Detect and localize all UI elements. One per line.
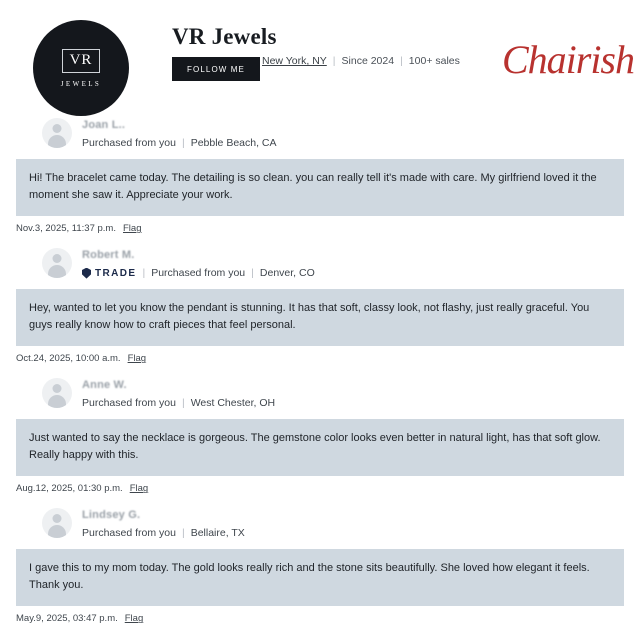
- review-item: [16, 118, 624, 234]
- page-title: VR Jewels: [172, 24, 277, 49]
- reviews-list: [0, 118, 640, 624]
- reviewer-meta: [82, 527, 245, 539]
- flag-link[interactable]: Flag: [124, 613, 144, 625]
- reviewer-info: [82, 508, 245, 539]
- review-date: Oct.24, 2025, 10:00 a.m.: [16, 353, 121, 365]
- shop-logo-initials: VR: [62, 49, 101, 73]
- reviewer-info: [82, 248, 315, 279]
- reviewer-name: Robert M.: [82, 249, 135, 262]
- review-date: May.9, 2025, 03:47 p.m.: [16, 613, 118, 625]
- review-footer: [16, 223, 624, 234]
- reviewer-name: Anne W.: [82, 379, 127, 392]
- reviewer-info: [82, 378, 275, 409]
- meta-separator-2: |: [400, 55, 403, 67]
- avatar: [42, 378, 72, 408]
- reviewer-location: Pebble Beach, CA: [190, 137, 277, 149]
- reviewer-row: [16, 508, 624, 539]
- trade-badge: [82, 268, 136, 279]
- flag-link[interactable]: Flag: [123, 223, 142, 235]
- review-text: Hi! The bracelet came today. The detailing is so clean. you can really tell it's made with care. My girlfriend loved it the moment she saw it. Appreciate your work.: [16, 159, 624, 216]
- review-item: [16, 508, 624, 624]
- reviewer-location: West Chester, OH: [190, 397, 276, 410]
- reviewer-meta: [82, 267, 315, 279]
- review-footer: [16, 353, 624, 364]
- shop-since: Since 2024: [341, 55, 395, 67]
- avatar: [42, 248, 72, 278]
- shop-header: [0, 0, 640, 118]
- review-footer: [16, 613, 624, 624]
- reviewer-location: Bellaire, TX: [190, 527, 245, 540]
- avatar: [42, 508, 72, 538]
- review-date: Nov.3, 2025, 11:37 p.m.: [16, 223, 116, 235]
- shop-meta: [262, 55, 460, 67]
- review-text: Hey, wanted to let you know the pendant is stunning. It has that soft, classy look, not flashy, just really graceful. You guys really know how to craft pieces that feel personal.: [16, 289, 624, 346]
- reviewer-name: Joan L..: [82, 119, 126, 131]
- reviewer-info: [82, 118, 277, 149]
- meta-separator: |: [142, 267, 146, 280]
- follow-me-button[interactable]: FOLLOW ME: [172, 57, 260, 81]
- shop-sales-count: 100+ sales: [408, 55, 460, 67]
- meta-separator: |: [181, 137, 185, 149]
- reviewer-meta: [82, 137, 277, 149]
- review-item: [16, 248, 624, 364]
- review-date: Aug.12, 2025, 01:30 p.m.: [16, 483, 123, 495]
- review-item: [16, 378, 624, 494]
- meta-separator: |: [251, 267, 254, 280]
- reviewer-row: [16, 118, 624, 149]
- purchased-label: Purchased from you: [151, 267, 246, 280]
- shop-logo[interactable]: [33, 20, 129, 116]
- meta-separator: |: [181, 527, 185, 540]
- reviewer-location: Denver, CO: [259, 267, 315, 280]
- purchased-label: Purchased from you: [82, 527, 176, 540]
- purchased-label: Purchased from you: [82, 397, 176, 410]
- review-text: I gave this to my mom today. The gold looks really rich and the stone sits beautifully. She loved how elegant it feels. Thank you.: [16, 549, 624, 606]
- trade-label: TRADE: [95, 267, 137, 279]
- reviewer-name: Lindsey G.: [82, 509, 141, 522]
- meta-separator-1: |: [332, 55, 336, 67]
- shop-logo-wordmark: JEWELS: [60, 79, 102, 88]
- shield-icon: [82, 268, 91, 279]
- flag-link[interactable]: Flag: [129, 483, 149, 495]
- reviewer-row: [16, 378, 624, 409]
- chairish-logo[interactable]: Chairish: [501, 37, 634, 82]
- review-footer: [16, 483, 624, 494]
- avatar: [42, 118, 72, 148]
- purchased-label: Purchased from you: [82, 137, 176, 149]
- review-text: Just wanted to say the necklace is gorgeous. The gemstone color looks even better in natural light, has that soft glow. Really happy with this.: [16, 419, 624, 476]
- reviewer-row: [16, 248, 624, 279]
- reviewer-meta: [82, 397, 275, 409]
- meta-separator: |: [181, 397, 185, 410]
- shop-location-link[interactable]: New York, NY: [262, 55, 327, 67]
- flag-link[interactable]: Flag: [127, 353, 147, 365]
